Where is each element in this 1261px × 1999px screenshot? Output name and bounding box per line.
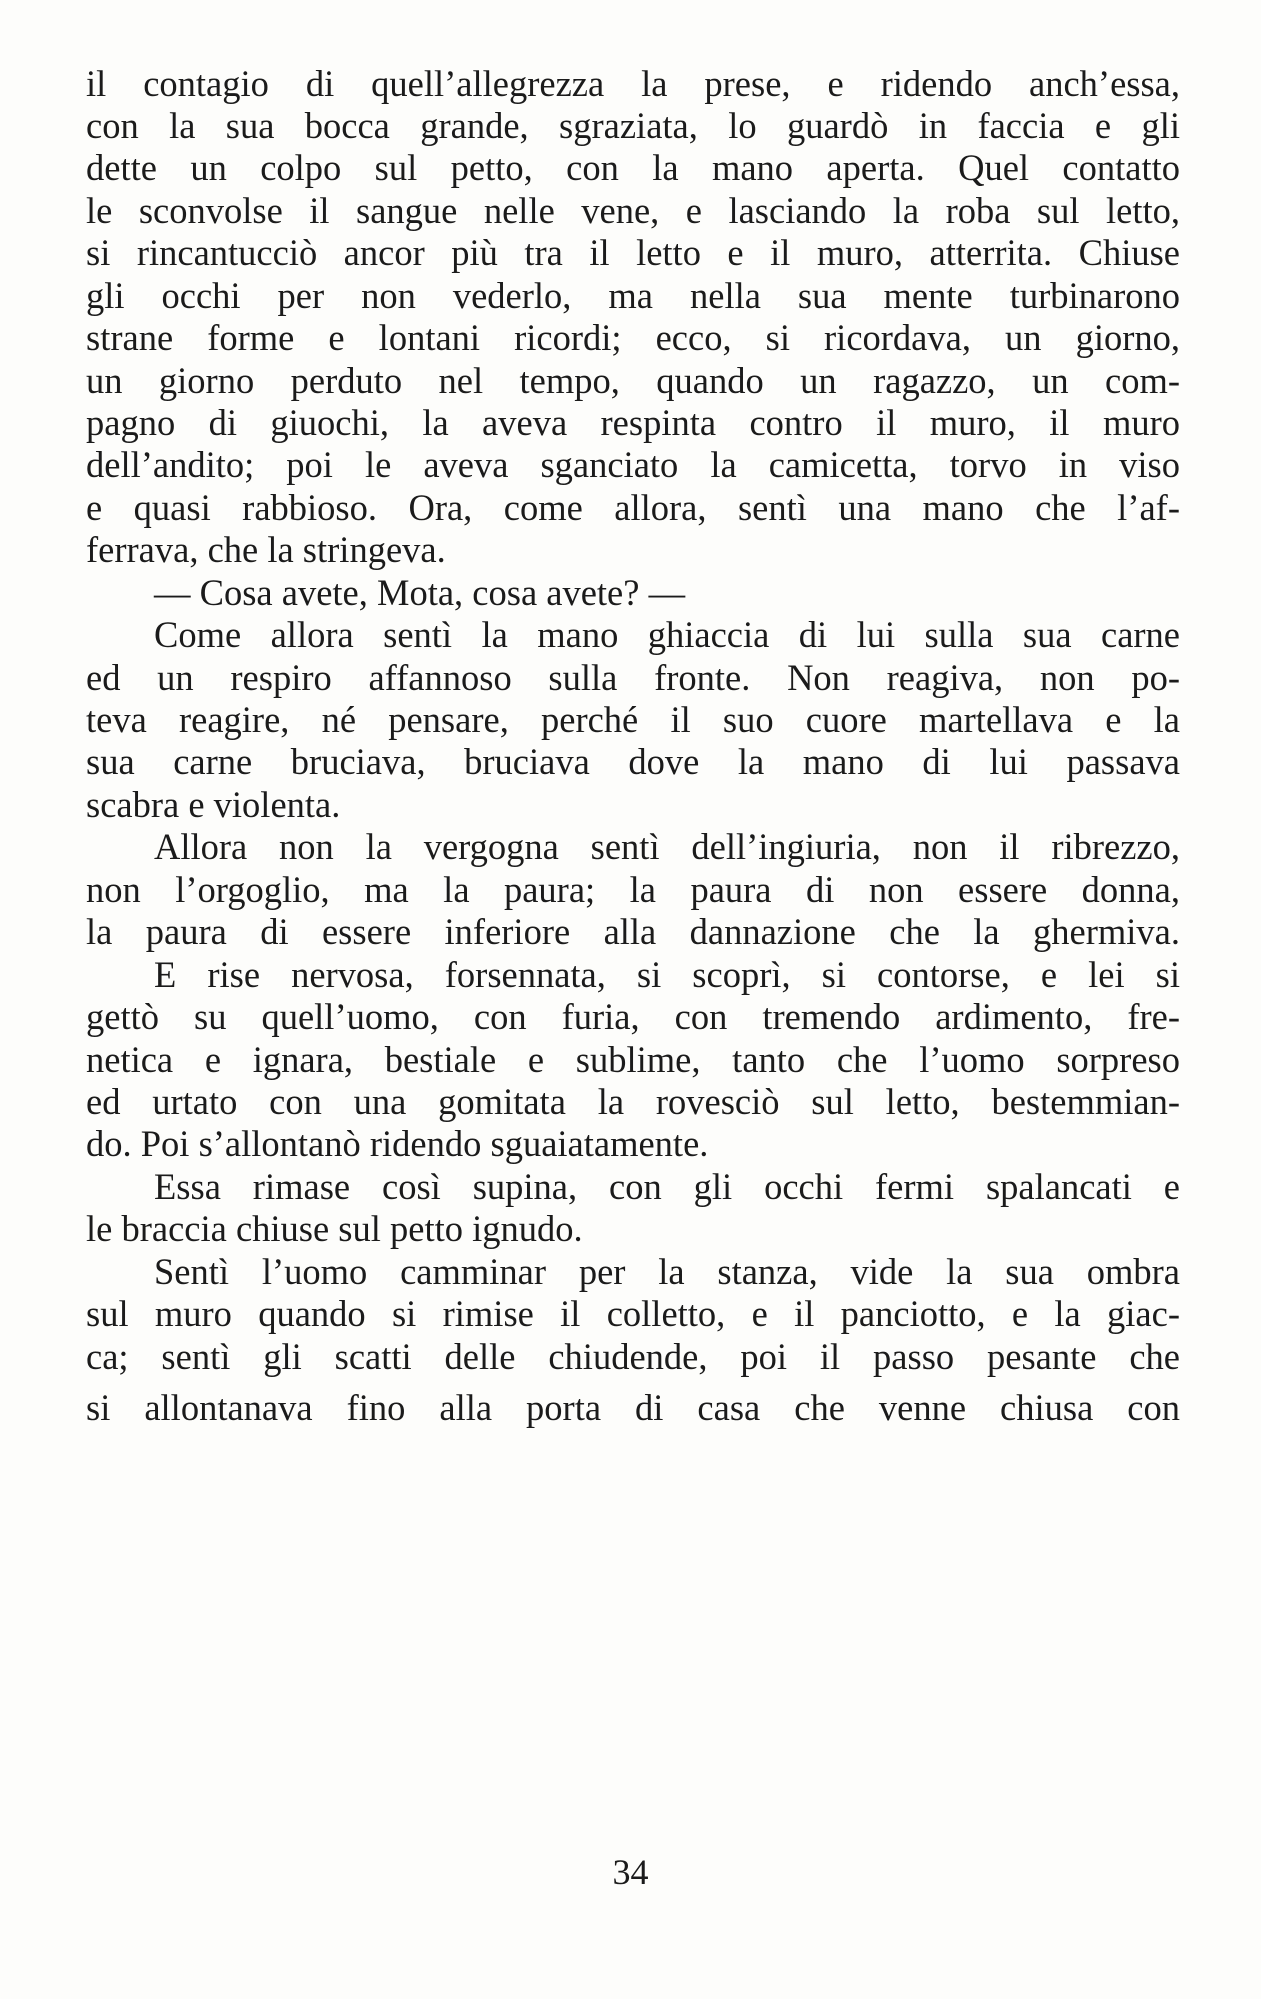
text-line: sua carne bruciava, bruciava dove la mano di lui passava [86,741,1180,782]
dialogue-line: — Cosa avete, Mota, cosa avete? — [154,572,686,613]
text-line: la paura di essere inferiore alla dannazione che la ghermiva. [86,911,1180,952]
text-line: pagno di giuochi, la aveva respinta contro il muro, il muro [86,402,1180,443]
text-line: si rincantucciò ancor più tra il letto e il muro, atterrita. Chiuse [86,232,1180,273]
text-line: scabra e violenta. [86,784,341,825]
text-line: ca; sentì gli scatti delle chiudende, poi il passo pesante che [86,1336,1180,1377]
text-line: dell’andito; poi le aveva sganciato la camicetta, torvo in viso [86,444,1180,485]
text-line: netica e ignara, bestiale e sublime, tanto che l’uomo sorpreso [86,1039,1180,1080]
text-line: Sentì l’uomo camminar per la stanza, vide la sua ombra [154,1251,1180,1292]
text-line: le sconvolse il sangue nelle vene, e lasciando la roba sul letto, [86,190,1180,231]
text-line: un giorno perduto nel tempo, quando un ragazzo, un com- [86,360,1180,401]
text-line: si allontanava fino alla porta di casa che venne chiusa con [86,1387,1180,1428]
page-number: 34 [612,1852,649,1892]
text-line: ed un respiro affannoso sulla fronte. Non reagiva, non po- [86,657,1180,698]
text-line: teva reagire, né pensare, perché il suo cuore martellava e la [86,699,1180,740]
text-line: con la sua bocca grande, sgraziata, lo guardò in faccia e gli [86,105,1180,146]
text-line: Essa rimase così supina, con gli occhi fermi spalancati e [154,1166,1180,1207]
text-line: gettò su quell’uomo, con furia, con tremendo ardimento, fre- [86,996,1180,1037]
text-line: il contagio di quell’allegrezza la prese, e ridendo anch’essa, [86,63,1180,104]
text-line: e quasi rabbioso. Ora, come allora, sentì una mano che l’af- [86,487,1180,528]
text-line: ed urtato con una gomitata la rovesciò sul letto, bestemmian- [86,1081,1180,1122]
text-line: sul muro quando si rimise il colletto, e il panciotto, e la giac- [86,1293,1180,1334]
text-line: ferrava, che la stringeva. [86,529,446,570]
text-line: do. Poi s’allontanò ridendo sguaiatamente. [86,1123,709,1164]
text-line: strane forme e lontani ricordi; ecco, si ricordava, un giorno, [86,317,1180,358]
text-line: dette un colpo sul petto, con la mano aperta. Quel contatto [86,147,1180,188]
text-line: gli occhi per non vederlo, ma nella sua mente turbinarono [86,275,1180,316]
text-line: Allora non la vergogna sentì dell’ingiuria, non il ribrezzo, [154,826,1180,867]
text-line: non l’orgoglio, ma la paura; la paura di non essere donna, [86,869,1180,910]
text-line: E rise nervosa, forsennata, si scoprì, si contorse, e lei si [154,954,1180,995]
text-line: le braccia chiuse sul petto ignudo. [86,1208,583,1249]
text-line: Come allora sentì la mano ghiaccia di lui sulla sua carne [154,614,1180,655]
